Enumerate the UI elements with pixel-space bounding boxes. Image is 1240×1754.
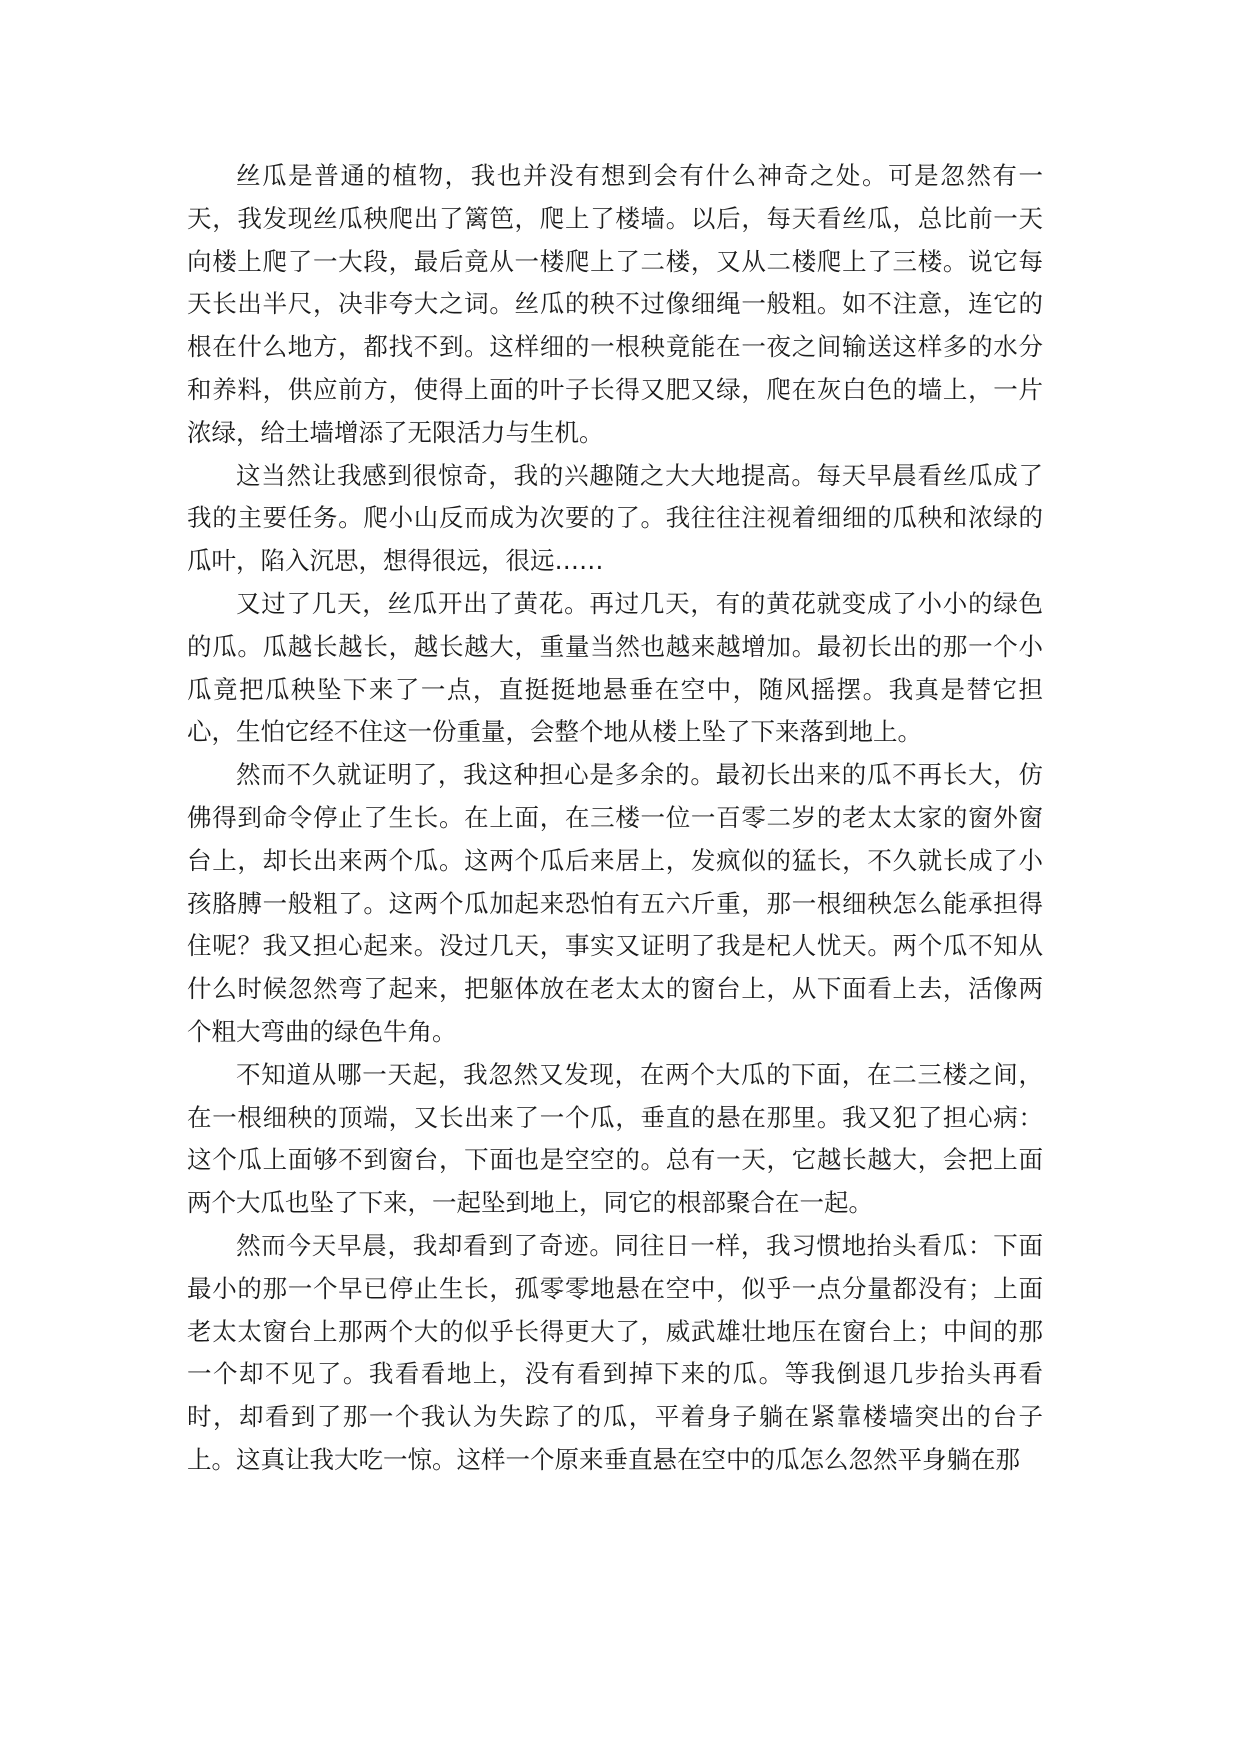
paragraph-3: 又过了几天，丝瓜开出了黄花。再过几天，有的黄花就变成了小小的绿色的瓜。瓜越长越长，越长越大，重量当然也越来越增加。最初长出的那一个小瓜竟把瓜秧坠下来了一点，直挺挺地悬垂在空中，随风摇摆。我真是替它担心，生怕它经不住这一份重量，会整个地从楼上坠了下来落到地上。 (187, 588, 1043, 747)
paragraph-2: 这当然让我感到很惊奇，我的兴趣随之大大地提高。每天早晨看丝瓜成了我的主要任务。爬小山反而成为次要的了。我往往注视着细细的瓜秧和浓绿的瓜叶，陷入沉思，想得很远，很远…… (187, 460, 1043, 576)
paragraph-1: 丝瓜是普通的植物，我也并没有想到会有什么神奇之处。可是忽然有一天，我发现丝瓜秧爬出了篱笆，爬上了楼墙。以后，每天看丝瓜，总比前一天向楼上爬了一大段，最后竟从一楼爬上了二楼，又从二楼爬上了三楼。说它每天长出半尺，决非夸大之词。丝瓜的秧不过像细绳一般粗。如不注意，连它的根在什么地方，都找不到。这样细的一根秧竟能在一夜之间输送这样多的水分和养料，供应前方，使得上面的叶子长得又肥又绿，爬在灰白色的墙上，一片浓绿，给土墙增添了无限活力与生机。 (187, 161, 1043, 447)
paragraph-5: 不知道从哪一天起，我忽然又发现，在两个大瓜的下面，在二三楼之间，在一根细秧的顶端，又长出来了一个瓜，垂直的悬在那里。我又犯了担心病：这个瓜上面够不到窗台，下面也是空空的。总有一天，它越长越大，会把上面两个大瓜也坠了下来，一起坠到地上，同它的根部聚合在一起。 (187, 1059, 1043, 1218)
article-body (187, 155, 1043, 1482)
paragraph-4: 然而不久就证明了，我这种担心是多余的。最初长出来的瓜不再长大，仿佛得到命令停止了生长。在上面，在三楼一位一百零二岁的老太太家的窗外窗台上，却长出来两个瓜。这两个瓜后来居上，发疯似的猛长，不久就长成了小孩胳膊一般粗了。这两个瓜加起来恐怕有五六斤重，那一根细秧怎么能承担得住呢？我又担心起来。没过几天，事实又证明了我是杞人忧天。两个瓜不知从什么时候忽然弯了起来，把躯体放在老太太的窗台上，从下面看上去，活像两个粗大弯曲的绿色牛角。 (187, 760, 1043, 1046)
paragraph-6: 然而今天早晨，我却看到了奇迹。同往日一样，我习惯地抬头看瓜：下面最小的那一个早已停止生长，孤零零地悬在空中，似乎一点分量都没有；上面老太太窗台上那两个大的似乎长得更大了，威武雄壮地压在窗台上；中间的那一个却不见了。我看看地上，没有看到掉下来的瓜。等我倒退几步抬头再看时，却看到了那一个我认为失踪了的瓜，平着身子躺在紧靠楼墙突出的台子上。这真让我大吃一惊。这样一个原来垂直悬在空中的瓜怎么忽然平身躺在那 (187, 1230, 1043, 1474)
